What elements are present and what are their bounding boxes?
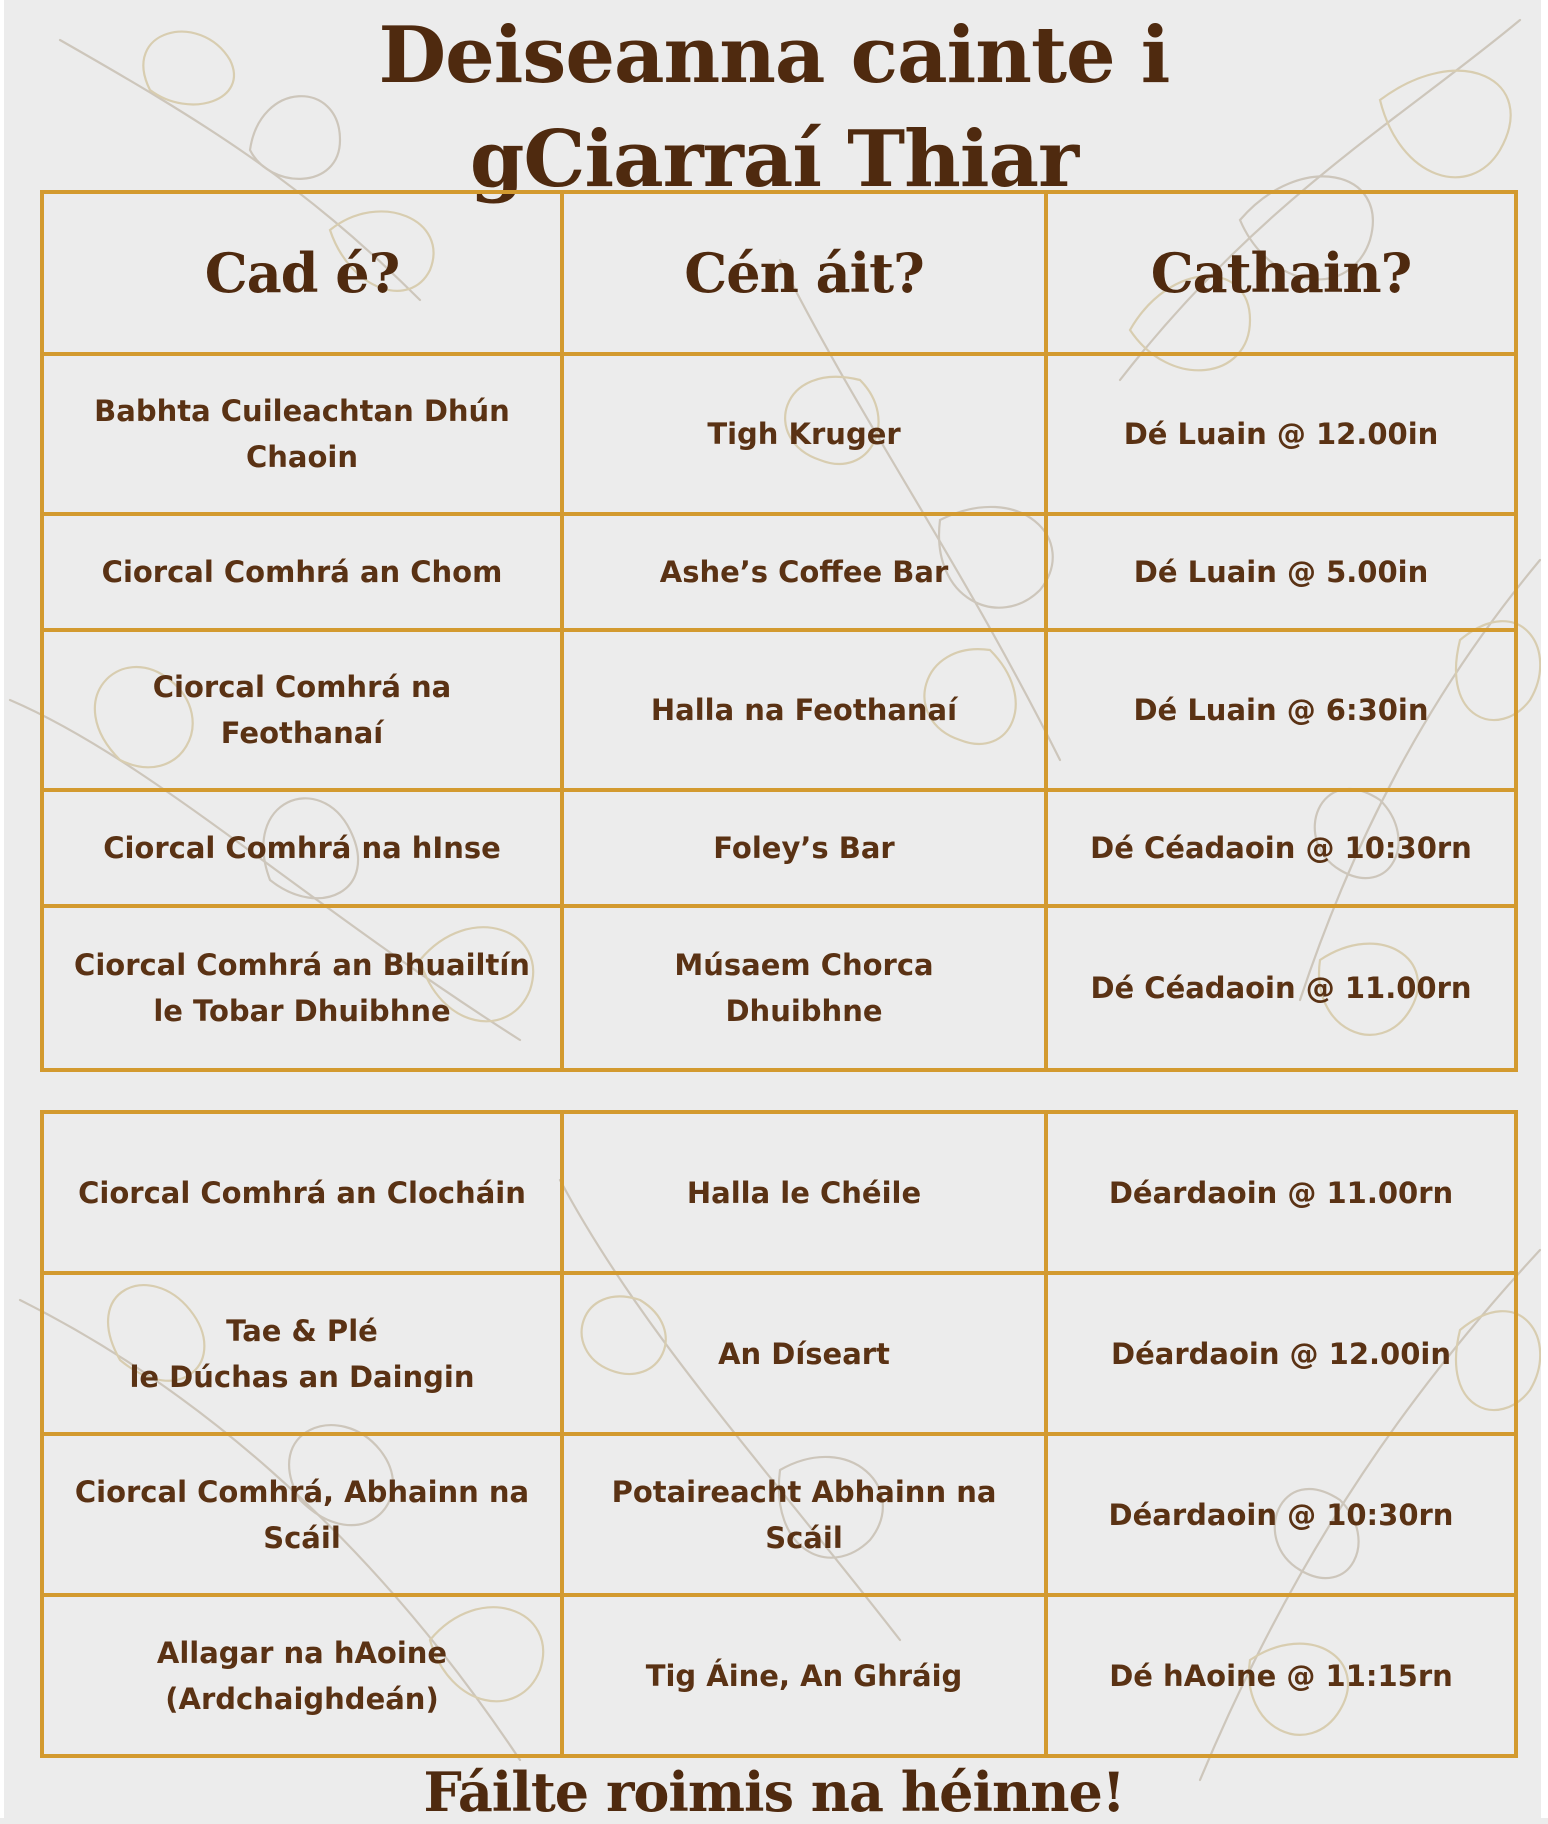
cell-when: Déardaoin @ 10:30rn — [1046, 1434, 1516, 1595]
cell-when: Déardaoin @ 11.00rn — [1046, 1112, 1516, 1273]
cell-where: Halla le Chéile — [562, 1112, 1046, 1273]
cell-when: Dé hAoine @ 11:15rn — [1046, 1595, 1516, 1756]
cell-when: Dé Céadaoin @ 10:30rn — [1046, 790, 1516, 906]
cell-when: Dé Luain @ 12.00in — [1046, 354, 1516, 514]
cell-what: Ciorcal Comhrá an Chom — [42, 514, 562, 630]
cell-what: Ciorcal Comhrá na Feothanaí — [42, 630, 562, 790]
table-row — [42, 906, 1516, 1070]
header-where: Cén áit? — [562, 192, 1046, 354]
cell-what: Allagar na hAoine (Ardchaighdeán) — [42, 1595, 562, 1756]
cell-what: Babhta Cuileachtan Dhún Chaoin — [42, 354, 562, 514]
table-row — [42, 354, 1516, 514]
left-edge — [0, 0, 4, 1818]
header-what: Cad é? — [42, 192, 562, 354]
cell-when: Dé Luain @ 6:30in — [1046, 630, 1516, 790]
cell-where: Músaem Chorca Dhuibhne — [562, 906, 1046, 1070]
cell-where: An Díseart — [562, 1273, 1046, 1434]
cell-when: Dé Céadaoin @ 11.00rn — [1046, 906, 1516, 1070]
table-row — [42, 790, 1516, 906]
cell-what: Tae & Plé le Dúchas an Daingin — [42, 1273, 562, 1434]
schedule-table-bottom — [40, 1110, 1518, 1758]
cell-what: Ciorcal Comhrá na hInse — [42, 790, 562, 906]
right-edge — [1541, 0, 1548, 1818]
table-row — [42, 630, 1516, 790]
cell-what: Ciorcal Comhrá, Abhainn na Scáil — [42, 1434, 562, 1595]
page-title — [0, 4, 1548, 212]
table-row — [42, 1434, 1516, 1595]
cell-where: Ashe’s Coffee Bar — [562, 514, 1046, 630]
cell-what: Ciorcal Comhrá an Clocháin — [42, 1112, 562, 1273]
table-row — [42, 1273, 1516, 1434]
table-header-row — [42, 192, 1516, 354]
cell-what: Ciorcal Comhrá an Bhuailtín le Tobar Dhuibhne — [42, 906, 562, 1070]
cell-when: Dé Luain @ 5.00in — [1046, 514, 1516, 630]
schedule-table-top — [40, 190, 1518, 1072]
header-when: Cathain? — [1046, 192, 1516, 354]
welcome-footer: Fáilte roimis na héinne! — [423, 1760, 1125, 1824]
cell-where: Halla na Feothanaí — [562, 630, 1046, 790]
cell-where: Foley’s Bar — [562, 790, 1046, 906]
table-row — [42, 1595, 1516, 1756]
table-row — [42, 514, 1516, 630]
cell-where: Potaireacht Abhainn na Scáil — [562, 1434, 1046, 1595]
cell-where: Tig Áine, An Ghráig — [562, 1595, 1046, 1756]
title-line-2: gCiarraí Thiar — [469, 114, 1079, 205]
table-row — [42, 1112, 1516, 1273]
cell-when: Déardaoin @ 12.00in — [1046, 1273, 1516, 1434]
title-line-1: Deiseanna cainte i — [378, 10, 1170, 101]
cell-where: Tigh Kruger — [562, 354, 1046, 514]
